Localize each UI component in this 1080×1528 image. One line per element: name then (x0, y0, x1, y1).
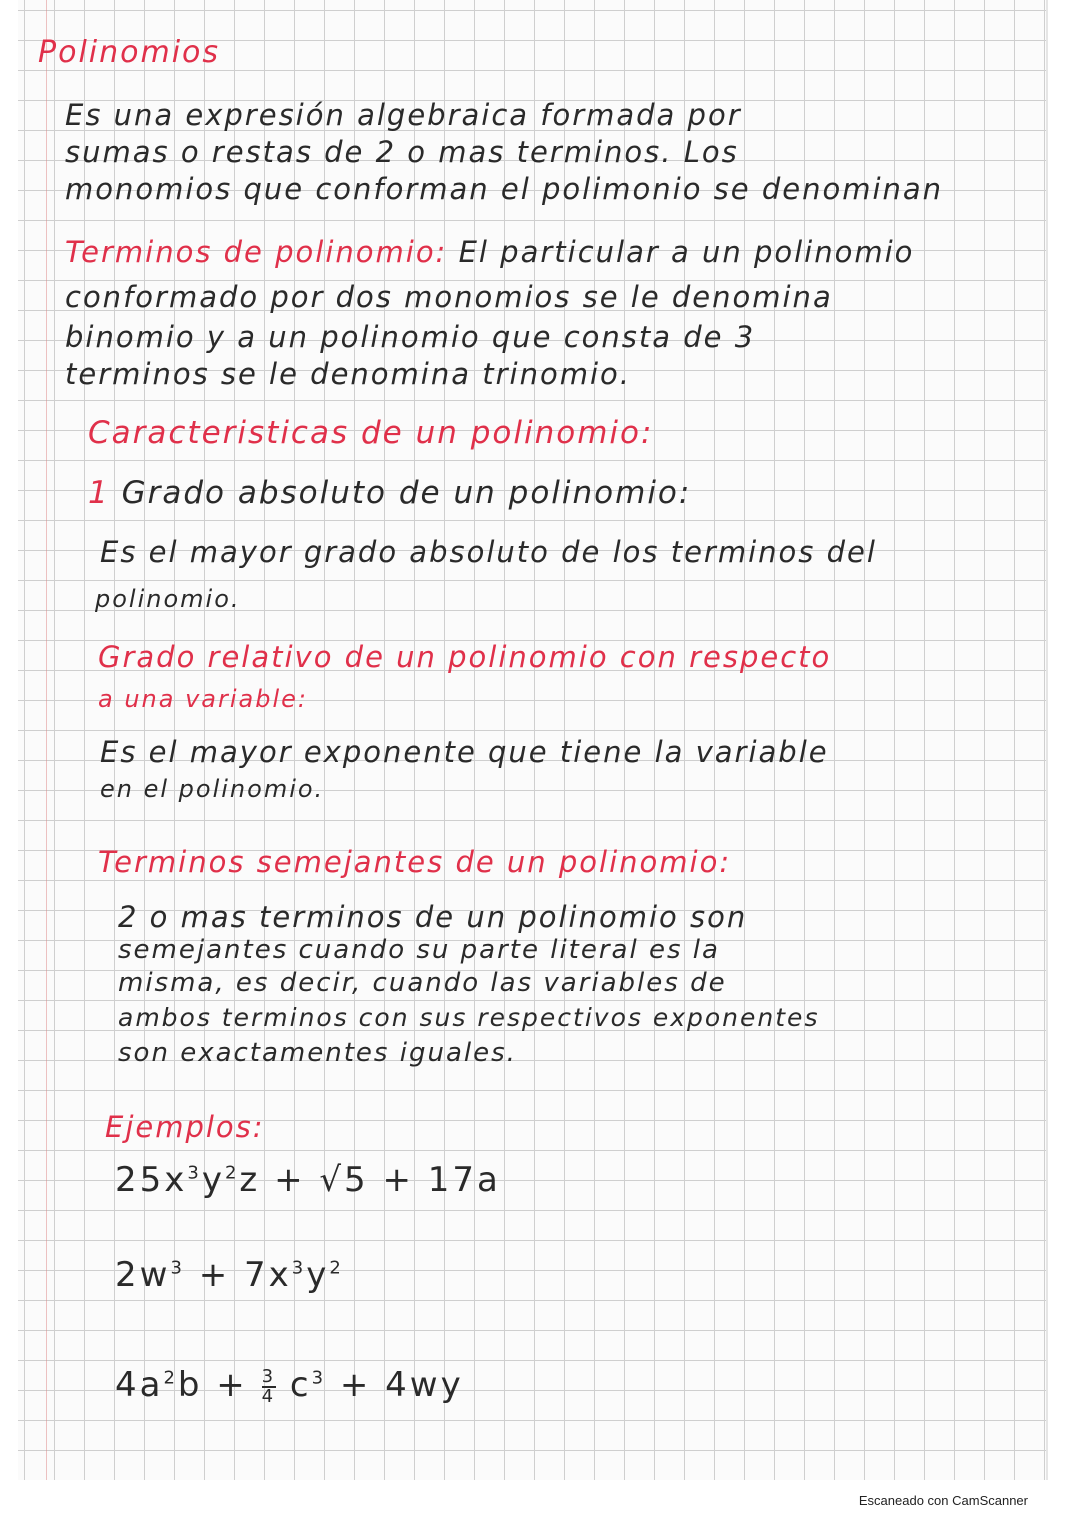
intro-line: Es una expresión algebraica formada por (65, 98, 742, 132)
intro-line: sumas o restas de 2 o mas terminos. Los (65, 135, 739, 169)
characteristics-heading: Caracteristicas de un polinomio: (88, 415, 654, 451)
scanner-watermark: Escaneado con CamScanner (858, 1493, 1028, 1508)
similar-line: ambos terminos con sus respectivos exponentes (118, 1003, 820, 1032)
relative-heading: a una variable: (98, 685, 308, 713)
similar-line: 2 o mas terminos de un polinomio son (118, 900, 748, 934)
absolute-line: polinomio. (95, 585, 241, 613)
similar-line: misma, es decir, cuando las variables de (118, 968, 727, 998)
relative-line: en el polinomio. (100, 775, 325, 803)
similar-heading: Terminos semejantes de un polinomio: (98, 845, 732, 879)
similar-line: son exactamentes iguales. (118, 1038, 517, 1068)
terms-line: terminos se le denomina trinomio. (65, 357, 631, 391)
terms-line: binomio y a un polinomio que consta de 3 (65, 320, 756, 354)
absolute-line: Es el mayor grado absoluto de los terminos del (100, 535, 877, 569)
relative-line: Es el mayor exponente que tiene la variable (100, 735, 829, 769)
examples-heading: Ejemplos: (105, 1110, 265, 1144)
example-2: $2w^3 + 7x^3y^2$ (115, 1255, 344, 1295)
terms-line: conformado por dos monomios se le denomina (65, 280, 833, 314)
relative-heading: Grado relativo de un polinomio con respecto (98, 640, 832, 674)
section-number: 1 (88, 475, 110, 511)
margin-line (46, 0, 47, 1480)
terms-line: El particular a un polinomio (458, 235, 915, 269)
example-1: $25x^3y^2z + √5 + 17a$ (115, 1160, 501, 1200)
terms-heading: Terminos de polinomio: (65, 235, 448, 269)
example-3: $4a^2b$ + $\frac{3}{4}$ $c^3 + 4wy$ (115, 1365, 464, 1407)
absolute-heading: Grado absoluto de un polinomio: (121, 475, 692, 511)
page-title: Polinomios (38, 35, 221, 70)
intro-line: monomios que conforman el polimonio se denominan (65, 172, 944, 206)
similar-line: semejantes cuando su parte literal es la (118, 935, 720, 965)
fraction: $\frac{3}{4}$ (261, 1365, 277, 1407)
